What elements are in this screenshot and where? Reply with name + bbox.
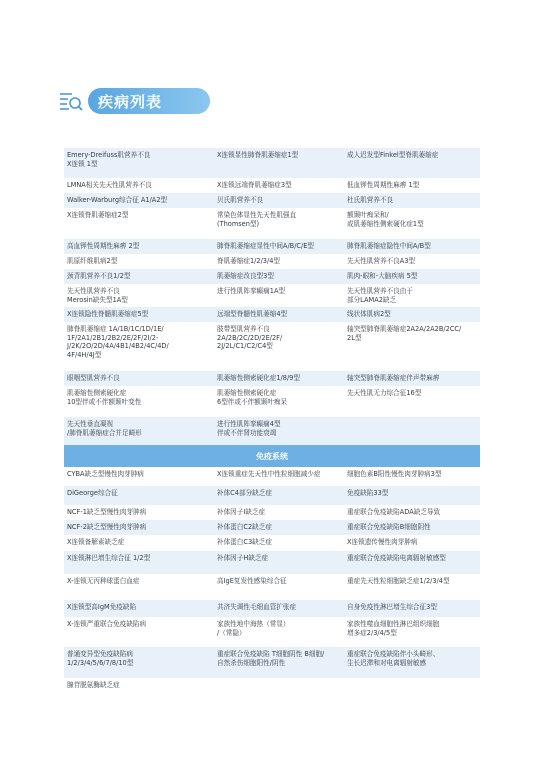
disease-name: X连锁显性肺脊肌萎缩症1型 [217,151,299,159]
disease-name: X-连锁严重联合免疫缺陷病 [67,620,147,628]
disease-name: 免疫缺陷33型 [347,489,389,497]
disease-name: 肢带型肌营养不良 2A/2B/2C/2D/2E/2F/ 2J/2L/C1/C2/C4型 [217,325,283,351]
disease-name: 补体C4部分缺乏症 [217,489,272,497]
disease-name: 细胞色素B阳性慢性肉芽肿病3型 [347,470,442,478]
disease-name: NCF-2缺乏型慢性肉芽肿病 [67,523,147,531]
disease-name: 轴突型肺脊肌萎缩症2A2A/2A2B/2CC/ 2L型 [347,325,462,342]
table-row [64,520,480,535]
disease-name: 高血钾性周期性麻痹 2型 [67,242,140,250]
disease-name: 肌肉-眼和-大脑疾病 5型 [347,272,418,280]
disease-name: 先天性肌无力综合征16型 [347,389,422,397]
disease-name: 肺脊肌萎缩症隐性中间A/B型 [347,242,431,250]
disease-name: 共济失调性毛细血管扩张症 [217,603,297,611]
table-row [64,239,480,254]
disease-name: X连锁备解素缺乏症 [67,538,125,546]
disease-name: 补体因子H缺乏症 [217,554,269,562]
disease-name: 肌原纤维肌病2型 [67,257,118,265]
section-header: 免疫系统 [64,445,480,467]
disease-name: LMNA相关先天性肌营养不良 [67,181,152,189]
disease-name: 肺脊肌萎缩症 1A/1B/1C/1D/1E/ 1F/2A1/2B1/2B2/2E/2F/2I/2- J/2K/2O/2D/4A/4B1/4B2/4C/4D/ 4F/4H/4J型 [67,325,169,359]
table-row [64,269,480,284]
table-row [64,148,480,178]
table-row [64,193,480,208]
disease-name: 家族性噬血细胞性淋巴组织细胞 增多症2/3/4/5型 [347,620,440,637]
table-row [64,254,480,269]
disease-name: 肌萎缩性侧索硬化症 6型伴或不伴额颞叶痴呆 [217,389,288,406]
disease-name: 远端型脊髓性肌萎缩4型 [217,310,288,318]
disease-table [64,148,480,692]
disease-name: X连锁重症先天性中性粒细胞减少症 [217,470,321,478]
disease-name: 进行性肌阵挛癫痫4型 伴或不伴肾功能衰竭 [217,420,281,437]
table-row [64,386,480,417]
page-header [58,88,210,114]
disease-name: 补体蛋白C2缺乏症 [217,523,272,531]
list-search-icon [58,88,84,114]
disease-name: CYBA缺乏型慢性肉芽肿病 [67,470,144,478]
disease-name: DiGeorge综合征 [67,489,118,497]
table-row [64,505,480,520]
disease-name: 杜氏肌营养不良 [347,196,394,204]
disease-name: Walker-Warburg综合征 A1/A2型 [67,196,168,204]
disease-name: 轴突型肺脊肌萎缩症伴声带麻痹 [347,374,440,382]
disease-name: 自身免疫性淋巴增生综合征3型 [347,603,437,611]
disease-name: NCF-1缺乏型慢性肉芽肿病 [67,508,147,516]
disease-name: 重症联合免疫缺陷 T细胞阴性 B细胞/ 自然杀伤细胞阳性/阴性 [217,650,325,667]
disease-name: 先天性肌营养不良A3型 [347,257,416,265]
disease-name: 额颞叶痴呆和/ 或肌萎缩性侧索硬化症1型 [347,211,424,228]
table-row [64,647,480,678]
table-row [64,178,480,193]
disease-name: 重症联合免疫缺陷B细胞阴性 [347,523,431,531]
disease-name: X连锁远端脊肌萎缩症3型 [217,181,292,189]
disease-name: 肌萎缩性侧索硬化症 10型伴或不伴额颞叶变性 [67,389,142,406]
disease-name: 线状体肌病2型 [347,310,391,318]
table-row [64,322,480,371]
disease-name: 家族性地中海热（常显） /（常隐） [217,620,290,637]
disease-name: 肌萎缩症改良型3型 [217,272,274,280]
disease-name: 低血钾性周期性麻痹 1型 [347,181,420,189]
table-row [64,551,480,574]
table-row [64,574,480,600]
table-row [64,208,480,239]
disease-name: 普通变异型免疫缺陷病 1/2/3/4/5/6/7/8/10型 [67,650,134,667]
table-row [64,467,480,486]
disease-name: X连锁型高IgM免疫缺陷 [67,603,137,611]
disease-name: X连锁遗传慢性肉芽肿病 [347,538,418,546]
disease-name: Emery-Dreifuss肌营养不良 X连锁 1型 [67,151,151,168]
table-row [64,678,480,692]
table-row [64,535,480,551]
disease-name: 重症联合免疫缺陷电离辐射敏感型 [347,554,446,562]
disease-name: 贝氏肌营养不良 [217,196,264,204]
disease-name: 脊肌萎缩症1/2/3/4型 [217,257,281,265]
disease-name: 进行性肌阵挛癫痫1A型 [217,287,286,295]
disease-name: 补体蛋白C3缺乏症 [217,538,272,546]
disease-name: X连锁脊肌萎缩症2型 [67,211,129,219]
disease-name: 成人迟发型Finkel型脊肌萎缩症 [347,151,439,159]
table-row [64,307,480,322]
disease-name: 肌萎缩性侧索硬化症1/8/9型 [217,374,300,382]
page-title: 疾病列表 [88,88,210,114]
disease-name: 先天性垂直凝视 /肺脊肌萎缩症合并足畸形 [67,420,142,437]
disease-name: 先天性肌营养不良由于 部分LAMA2缺乏 [347,287,413,304]
disease-name: 腺苷脱氨酶缺乏症 [67,681,120,689]
disease-name: 肺脊肌萎缩症显性中间A/B/C/E型 [217,242,314,250]
disease-name: 重症联合免疫缺陷伴小头畸形、 生长迟滞和对电离辐射敏感 [347,650,440,667]
table-row [64,600,480,617]
table-row [64,486,480,505]
disease-name: X-连锁无丙种球蛋白血症 [67,577,140,585]
disease-name: 重症先天性粒细胞缺乏症1/2/3/4型 [347,577,450,585]
disease-name: 高IgE复发性感染综合征 [217,577,287,585]
disease-name: 眼咽型肌营养不良 [67,374,120,382]
disease-name: 常染色体显性先天性肌强直 (Thomsen型) [217,211,297,228]
table-row [64,371,480,386]
table-row [64,417,480,445]
disease-name: 补体因子I缺乏症 [217,508,266,516]
disease-name: 先天性肌营养不良 Merosin缺失型1A型 [67,287,128,304]
disease-name: 重症联合免疫缺陷ADA缺乏导致 [347,508,441,516]
disease-name: X连锁淋巴增生综合征 1/2型 [67,554,151,562]
table-row [64,284,480,307]
disease-name: 颈背肌营养不良1/2型 [67,272,131,280]
table-row [64,617,480,647]
disease-name: X连锁隐性脊髓肌萎缩症5型 [67,310,149,318]
